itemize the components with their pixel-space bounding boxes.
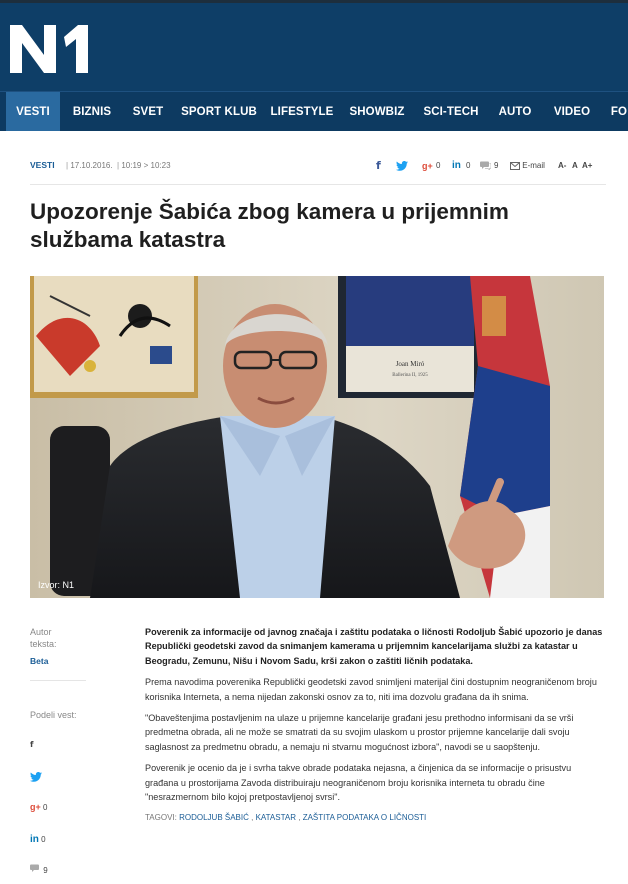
publish-time: 10:19	[121, 161, 142, 170]
sidebar-facebook-icon[interactable]: f	[30, 740, 34, 749]
site-header	[0, 3, 628, 91]
font-decrease-button[interactable]: A-	[558, 161, 567, 170]
sidebar-divider	[30, 680, 86, 681]
share-toolbar	[356, 157, 606, 175]
tag-separator: ,	[296, 813, 303, 823]
tag-separator: ,	[248, 813, 256, 823]
author-label: Autor teksta:	[30, 627, 57, 649]
hero-image[interactable]	[30, 276, 604, 598]
image-source-caption: Izvor: N1	[38, 580, 75, 590]
nav-item-fo[interactable]: FO	[610, 106, 628, 118]
nav-item-sci-tech[interactable]: SCI-TECH	[423, 106, 479, 118]
google-plus-icon[interactable]: g+	[422, 161, 433, 171]
twitter-icon[interactable]	[396, 157, 408, 175]
linkedin-count: 0	[41, 835, 46, 844]
article-date-line	[66, 161, 171, 170]
share-label: Podeli vest:	[30, 710, 77, 720]
meta-divider	[30, 184, 606, 185]
main-nav	[0, 91, 628, 131]
n1-logo-mark	[10, 23, 94, 75]
article-body	[145, 625, 607, 826]
painting-sublabel: Ballerina II, 1925	[392, 373, 428, 378]
article-meta-bar	[30, 152, 606, 180]
meta-separator: |	[66, 161, 69, 170]
nav-item-auto[interactable]: AUTO	[498, 106, 532, 118]
article-paragraph: "Obaveštenjima postavljenim na ulaze u prijemne kancelarije građani jesu prethodno informisani da se vrši predmetna obrada, ali ne može se smatrati da su svojim ulaskom u prostor prijemne kancelarije dali svoju saglasnost za predmetnu obradu, a nemaju ni stvarnu mogućnost izbora", navodi se u saopštenju.	[145, 713, 574, 752]
font-normal-button[interactable]: A	[572, 161, 578, 170]
article-tags	[145, 811, 607, 825]
font-increase-button[interactable]: A+	[582, 161, 593, 170]
email-icon	[510, 162, 520, 170]
tag-link[interactable]: RODOLJUB ŠABIĆ	[179, 813, 249, 823]
comments-count: 9	[43, 866, 48, 875]
sidebar-comments[interactable]	[30, 864, 48, 875]
nav-item-showbiz[interactable]: SHOWBIZ	[349, 106, 405, 118]
sidebar-google-plus[interactable]	[30, 802, 47, 812]
google-plus-count: 0	[436, 161, 441, 170]
article-paragraph: Poverenik je ocenio da je i svrha takve obrade podataka nejasna, a činjenica da se informacije o prisustvu građana u prostorijama Zavoda distribuiraju neograničenom broju korisnika interneta tu obradu čine "nesrazmernom bilo kojoj pretpostavljenoj svrsi".	[145, 763, 572, 803]
time-arrow: >	[143, 161, 149, 170]
article-lead-paragraph: Poverenik za informacije od javnog značaja i zaštitu podataka o ličnosti Rodoljub Šabić upozorio je danas Republički geodetski zavod da snimanjem kamerama u prijemnim kancelarijama službi za katastar u Beogradu, Zemunu, Nišu i Novom Sadu, krši zakon o zaštiti ličnih podataka.	[145, 627, 603, 666]
update-time: 10:23	[150, 161, 171, 170]
email-share[interactable]	[510, 157, 545, 175]
article-paragraph: Prema navodima poverenika Republički geodetski zavod snimljeni materijal čini dostupnim neograničenom broju korisnika Interneta, a nema nijedan zakonski osnov za to, niti ima dozvolu građana da ih snima.	[145, 677, 597, 702]
n1-logo[interactable]	[10, 23, 94, 75]
nav-item-sport-klub[interactable]: SPORT KLUB	[181, 106, 257, 118]
nav-item-lifestyle[interactable]: LIFESTYLE	[270, 106, 334, 118]
tags-label: TAGOVI:	[145, 813, 177, 823]
tag-link[interactable]: KATASTAR	[255, 813, 297, 823]
email-label: E-mail	[522, 161, 545, 170]
sidebar-twitter-icon[interactable]	[30, 772, 42, 784]
article-sidebar	[30, 626, 92, 875]
publish-date: 17.10.2016.	[70, 161, 113, 170]
hero-photo	[30, 276, 604, 598]
meta-separator: |	[117, 161, 120, 170]
comments-icon[interactable]	[480, 157, 491, 175]
google-plus-count: 0	[43, 803, 48, 812]
painting-label: Joan Miró	[395, 360, 425, 368]
linkedin-icon: in	[30, 834, 39, 845]
comments-count: 9	[494, 161, 499, 170]
linkedin-count: 0	[466, 161, 471, 170]
facebook-icon[interactable]: f	[376, 159, 381, 172]
sidebar-linkedin[interactable]	[30, 834, 46, 845]
nav-item-biznis[interactable]: BIZNIS	[72, 106, 112, 118]
author-name[interactable]: Beta	[30, 656, 49, 666]
nav-item-svet[interactable]: SVET	[132, 106, 164, 118]
comments-icon	[30, 864, 41, 873]
nav-item-vesti[interactable]: VESTI	[6, 92, 60, 131]
article-title: Upozorenje Šabića zbog kamera u prijemnim službama katastra	[30, 199, 509, 252]
nav-item-video[interactable]: VIDEO	[553, 106, 591, 118]
section-link[interactable]: VESTI	[30, 160, 55, 170]
google-plus-icon: g+	[30, 802, 41, 812]
linkedin-icon[interactable]: in	[452, 160, 461, 171]
tag-link[interactable]: ZAŠTITA PODATAKA O LIČNOSTI	[302, 813, 427, 823]
